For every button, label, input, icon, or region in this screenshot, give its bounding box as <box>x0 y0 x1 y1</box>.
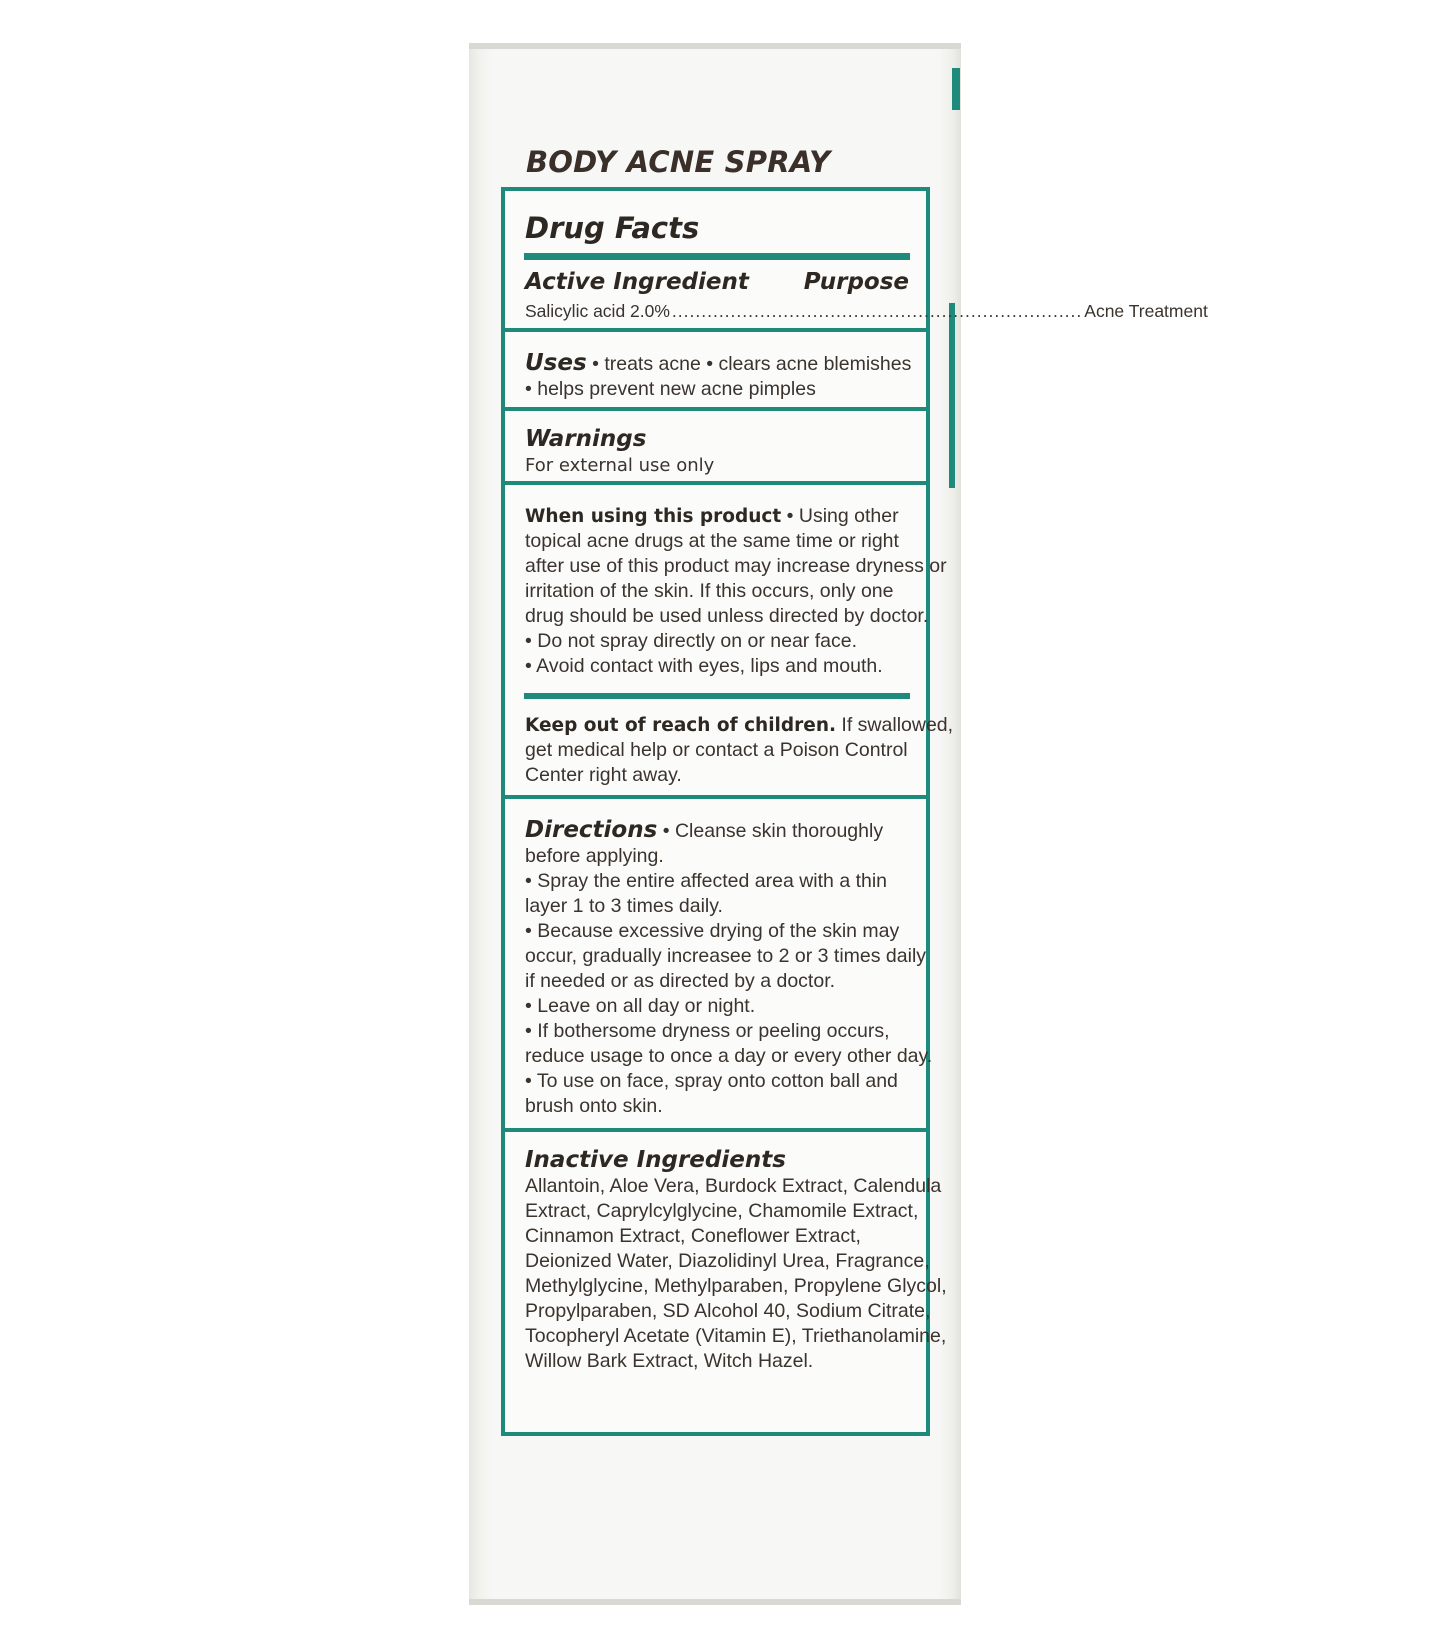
keep-out-heading: Keep out of reach of children. <box>525 715 837 736</box>
uses-line-1 <box>525 351 918 378</box>
section-divider <box>505 481 926 485</box>
inactive-ingredients-heading: Inactive Ingredients <box>525 1147 786 1173</box>
active-ingredient-heading: Active Ingredient <box>525 269 749 295</box>
active-ingredient-row <box>525 301 1208 322</box>
directions-line: • Spray the entire affected area with a thin <box>525 870 888 892</box>
inactive-ingredients-line: Willow Bark Extract, Witch Hazel. <box>525 1350 814 1372</box>
when-using-line: drug should be used unless directed by doctor. <box>525 605 929 627</box>
inactive-ingredients-line: Extract, Caprylcylglycine, Chamomile Extract, <box>525 1200 919 1222</box>
drug-facts-title-rule <box>524 253 910 260</box>
active-ingredient-name: Salicylic acid 2.0% <box>525 301 670 321</box>
section-divider <box>505 1128 926 1132</box>
section-divider <box>505 328 926 332</box>
warnings-subheading: For external use only <box>525 455 715 476</box>
directions-line: if needed or as directed by a doctor. <box>525 970 836 992</box>
directions-line: • If bothersome dryness or peeling occurs, <box>525 1020 890 1042</box>
inactive-ingredients-line: Cinnamon Extract, Coneflower Extract, <box>525 1225 861 1247</box>
section-divider <box>505 407 926 411</box>
directions-line: layer 1 to 3 times daily. <box>525 895 723 917</box>
uses-text-1: • treats acne • clears acne blemishes <box>586 353 912 375</box>
active-ingredient-purpose: Acne Treatment <box>1084 301 1208 321</box>
when-using-heading: When using this product <box>525 506 782 527</box>
inactive-ingredients-line: Deionized Water, Diazolidinyl Urea, Fragrance, <box>525 1250 930 1272</box>
directions-line: reduce usage to once a day or every other day. <box>525 1045 933 1067</box>
directions-line-1 <box>525 818 918 845</box>
keep-out-line: get medical help or contact a Poison Control <box>525 739 908 761</box>
inactive-ingredients-line: Tocopheryl Acetate (Vitamin E), Triethanolamine, <box>525 1325 947 1347</box>
when-using-line: topical acne drugs at the same time or right <box>525 530 899 552</box>
directions-heading: Directions <box>525 817 658 843</box>
keep-out-line: Center right away. <box>525 764 682 786</box>
when-using-line: • Avoid contact with eyes, lips and mouth. <box>525 655 883 677</box>
package-edge-stripe-top <box>952 68 960 110</box>
inactive-ingredients-line: Methylglycine, Methylparaben, Propylene Glycol, <box>525 1275 947 1297</box>
uses-line-2: • helps prevent new acne pimples <box>525 378 816 400</box>
product-title: BODY ACNE SPRAY <box>526 145 831 179</box>
when-using-line: after use of this product may increase dryness or <box>525 555 947 577</box>
directions-line: occur, gradually increasee to 2 or 3 times daily <box>525 945 927 967</box>
keep-out-text-1: If swallowed, <box>836 714 954 736</box>
directions-line: • Leave on all day or night. <box>525 995 756 1017</box>
inactive-ingredients-line: Propylparaben, SD Alcohol 40, Sodium Citrate, <box>525 1300 931 1322</box>
drug-facts-title: Drug Facts <box>525 211 700 245</box>
package-edge-stripe-side <box>949 303 955 488</box>
when-using-text-1: • Using other <box>781 505 899 527</box>
when-using-line: irritation of the skin. If this occurs, only one <box>525 580 894 602</box>
when-using-line: • Do not spray directly on or near face. <box>525 630 857 652</box>
leader-dots: ...................................................................... <box>671 301 1083 321</box>
warnings-inner-rule <box>524 693 910 699</box>
uses-heading: Uses <box>525 350 587 376</box>
directions-line: before applying. <box>525 845 664 867</box>
when-using-line-1 <box>525 504 918 530</box>
directions-line: • To use on face, spray onto cotton ball and <box>525 1070 898 1092</box>
section-divider <box>505 795 926 799</box>
keep-out-line-1 <box>525 713 954 739</box>
inactive-ingredients-line: Allantoin, Aloe Vera, Burdock Extract, Calendula <box>525 1175 942 1197</box>
directions-line: • Because excessive drying of the skin may <box>525 920 900 942</box>
directions-text-1: • Cleanse skin thoroughly <box>657 820 884 842</box>
drug-facts-panel <box>501 187 1208 1436</box>
purpose-heading: Purpose <box>803 269 909 295</box>
directions-line: brush onto skin. <box>525 1095 663 1117</box>
warnings-heading: Warnings <box>525 426 647 452</box>
